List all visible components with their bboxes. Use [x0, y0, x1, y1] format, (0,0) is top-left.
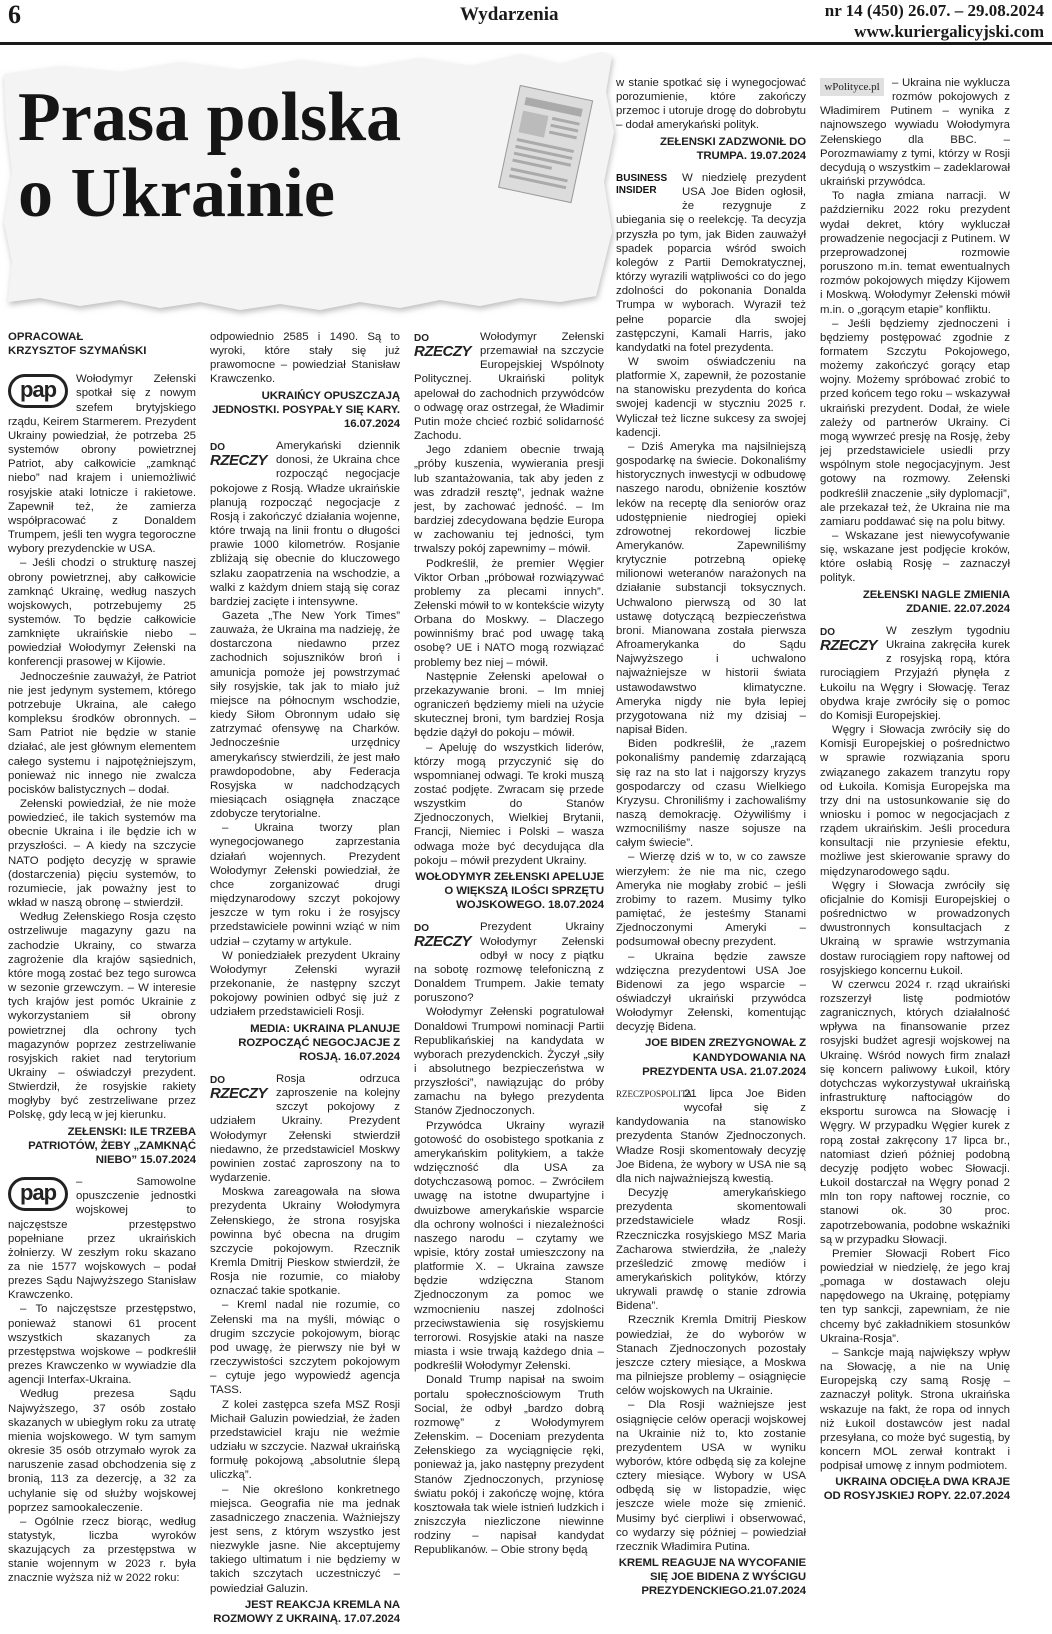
paragraph: – Wskazane jest niewycofywanie się, wskazane jest podjęcie kroków, które osłabią Rosję – zaznaczył polityk.	[820, 530, 1010, 585]
column-5	[820, 76, 1010, 1634]
paragraph: W czerwcu 2024 r. rząd ukraiński rozszerzył listę podmiotów zagranicznych, których działalność wpływa na finansowanie przez rosyjski budżet agresji wojskowej na Ukrainę. Wśród nowych firm znalazł się koncern paliwowy Łukoil, który dotychczas wykorzystywał ukraińską infrastrukturę naftociągów do eksportu surowca na Słowację i Węgry. W przypadku Węgier kurek z ropą został zakręcony 17 lipca br., natomiast dzień później podobną decyzję podjęto wobec Słowacji. Łukoil dostarczał na Węgry ponad 2 mln ton ropy naftowej rocznie, co stanowi ok. 30 proc. zapotrzebowania, podobne wskaźniki są w przypadku Słowacji.	[820, 978, 1010, 1246]
news-headline: JOE BIDEN ZREZYGNOWAŁ Z KANDYDOWANIA NA PREZYDENTA USA. 21.07.2024	[642, 1037, 806, 1078]
paragraph: Wołodymyr Zełenski spotkał się z nowym szefem brytyjskiego rządu, Keirem Starmerem. Prezydent Ukrainy powiedział, że potrzeba 25 systemów obrony powietrznej Patriot, aby całkowicie „zamknąć niebo” nad krajem i uniemożliwić rosyjskie ataki lotnicze i rakietowe. Zapewnił też, że zamierza współpracować z Donaldem Trumpem, jeśli ten wygra tegoroczne wybory prezydenckie w USA.	[8, 373, 196, 556]
section-title: Wydarzenia	[460, 4, 559, 25]
article-title	[18, 80, 401, 232]
paragraph: Rzecznik Kremla Dmitrij Pieskow powiedział, że do wyborów w Stanach Zjednoczonych pozostały jeszcze cztery miesiące, a Moskwa ma pilniejsze problemy – osiągnięcie celów wojskowych na Ukrainie.	[616, 1314, 806, 1398]
wpolityce-logo: wPolityce.pl	[820, 78, 884, 96]
paragraph: – Dziś Ameryka ma najsilniejszą gospodarkę na świecie. Dokonaliśmy historycznych inwestycji w odbudowę naszego narodu, obniżenie kosztów leków na receptę dla seniorów oraz udostępnienie niedrogiej opieki zdrowotnej rekordowej liczbie Amerykanów. Zapewniliśmy krytycznie potrzebną opiekę milionowi weteranów narażonych na działanie substancji toksycznych. Uchwalono pierwszą od 30 lat ustawę dotyczącą bezpieczeństwa broni. Mianowana została pierwsza Afroamerykanka do Sądu Najwyższego i uchwalono najważniejsze w historii świata ustawodawstwo klimatyczne. Ameryka nigdy nie była lepiej przygotowana niż my dzisiaj – napisał Biden.	[616, 440, 806, 737]
paragraph: Gazeta „The New York Times” zauważa, że Ukraina ma nadzieję, że dostarczona niedawno przez zachodnich sojuszników broń i amunicja pomoże jej powstrzymać siły rosyjskie, tak jak to miało już miejsce na północnym wschodzie, kiedy Siłom Obronnym udało się zatrzymać ofensywę na Charków. Jednocześnie urzędnicy amerykańscy stwierdzili, że jest mało prawdopodobne, aby Federacja Rosyjska w nadchodzących miesiącach osiągnęła znaczące zdobycze terytorialne.	[210, 609, 400, 821]
paragraph: Z kolei zastępca szefa MSZ Rosji Michaił Galuzin powiedział, że żaden przedstawiciel kraju nie weźmie udziału w szczycie. Nazwał ukraińską formułę pokojową „absolutnie ślepą uliczką”.	[210, 1398, 400, 1482]
news-headline: UKRAINA ODCIĘŁA DWA KRAJE OD ROSYJSKIEJ ROPY. 22.07.2024	[823, 1476, 1010, 1503]
news-headline: ZEŁENSKI NAGLE ZMIENIA ZDANIE. 22.07.2024	[862, 588, 1010, 615]
header-divider	[0, 42, 1052, 45]
paragraph: – To najczęstsze przestępstwo, ponieważ stanowi 61 procent wszystkich skazanych za przestępstwa wojskowe – podkreślił prezes Krawczenko w wywiadzie dla agencji Interfax-Ukraina.	[8, 1303, 196, 1387]
paragraph: Biden podkreślił, że „razem pokonaliśmy pandemię zdarzającą się raz na sto lat i najgorszy kryzys gospodarczy od czasu Wielkiego Kryzysu. Chroniliśmy i zachowaliśmy naszą demokrację. Ożywiliśmy i wzmocniliśmy nasze sojusze na całym świecie”.	[616, 738, 806, 850]
paragraph: Węgry i Słowacja zwróciły się do Komisji Europejskiej o pośrednictwo w sprawie rozwiązania sporu związanego zakazem tranzytu ropy od Łukoila. Komisja Europejska ma trzy dni na ustosunkowanie się do wniosku i pomoc w negocjacjach z rządem ukraińskim. Jeśli procedura konsultacji nie przyniesie efektu, możliwe jest skierowanie sprawy do międzynarodowego sądu.	[820, 724, 1010, 878]
paragraph: W swoim oświadczeniu na platformie X, zapewnił, że pozostanie na stanowisku prezydenta do końca swojej kadencji w styczniu 2025 r. Wyliczał też liczne sukcesy za swojej kadencji.	[616, 355, 806, 439]
pap-logo: pap	[8, 1177, 68, 1211]
news-headline: ZEŁENSKI: ILE TRZEBA PATRIOTÓW, ŻEBY „ZAMKNĄĆ NIEBO” 15.07.2024	[28, 1125, 196, 1166]
website-link[interactable]: www.kuriergalicyjski.com	[854, 22, 1044, 41]
do-rzeczy-logo: DO RZECZY	[414, 922, 472, 956]
paragraph: – Jeśli chodzi o strukturę naszej obrony powietrznej, aby całkowicie zamknąć Ukrainę, według naszych wojskowych, potrzebujemy 25 systemów. To będzie całkowicie zamknięte ukraińskie niebo – powiedział Wołodymyr Zełenski na konferencji prasowej w Kijowie.	[8, 557, 196, 669]
paragraph: Donald Trump napisał na swoim portalu społecznościowym Truth Social, że odbył „bardzo dobrą rozmowę” z Wołodymyrem Zełenskim. – Doceniam prezydenta Zełenskiego za wyciągnięcie ręki, ponieważ ja, jako następny prezydent Stanów Zjednoczonych, przyniosę światu pokój i zakończę wojnę, która kosztowała tak wiele istnień ludzkich i zniszczyła niezliczone niewinne rodziny – napisał kandydat Republikanów. – Obie strony będą	[414, 1374, 604, 1557]
title-line-1: Prasa polska	[18, 79, 402, 156]
paragraph: Zełenski powiedział, że nie może powiedzieć, ile takich systemów ma obecnie Ukraina i ile będzie ich w przyszłości. – A kiedy na szczycie NATO podjęto decyzję w sprawie (dostarczenia) pięciu systemów, to rozumiecie, jak poważny jest to wkład w naszą obronę – stwierdził.	[8, 798, 196, 910]
paragraph: Rosja odrzuca zaproszenie na kolejny szczyt pokojowy z udziałem Ukrainy. Prezydent Wołodymyr Zełenski stwierdził niedawno, że przedstawiciel Moskwy powinien zostać zaproszony na to wydarzenie.	[210, 1072, 400, 1185]
paragraph: – Ogólnie rzecz biorąc, według statystyk, liczba wyroków skazujących za przestępstwa w stanie wojennym w 2023 r. była znacznie wyższa niż w 2022 roku:	[8, 1515, 196, 1585]
do-rzeczy-logo: DO RZECZY	[414, 332, 472, 366]
paragraph: W niedzielę prezydent USA Joe Biden ogłosił, że rezygnuje z ubiegania się o reelekcję. Ta decyzja przyszła po tym, jak Biden zauważył spadek poparcia wśród swoich kolegów z Partii Demokratycznej, którzy wyrazili wątpliwości co do jego zdolności do pokonania Donalda Trumpa w wyborach. Wyraził też pełne poparcie dla swojej zastępczyni, Kamali Harris, jako kandydatki na fotel prezydenta.	[616, 171, 806, 354]
paragraph: Wołodymyr Zełenski pogratulował Donaldowi Trumpowi nominacji Partii Republikańskiej na kandydata w wyborach prezydenckich. Życzył „siły i absolutnego bezpieczeństwa w przyszłości”, nawiązując do próby zamachu na byłego prezydenta Stanów Zjednoczonych.	[414, 1006, 604, 1118]
news-headline: MEDIA: UKRAINA PLANUJE ROZPOCZĄĆ NEGOCJACJE Z ROSJĄ. 16.07.2024	[238, 1022, 400, 1063]
paragraph: – Ukraina tworzy plan wynegocjowanego zaprzestania działań wojennych. Prezydent Wołodymyr Zełenski powiedział, że chce zorganizować drugi międzynarodowy szczyt pokojowy jeszcze w tym roku i że rosyjscy przedstawiciele powinni wziąć w nim udział – czytamy w artykule.	[210, 822, 400, 948]
news-headline: ZEŁENSKI ZADZWONIŁ DO TRUMPA. 19.07.2024	[660, 135, 806, 162]
paragraph: w stanie spotkać się i wynegocjować porozumienie, które zakończy przemoc i utoruje drogę do dobrobytu – dodał amerykański polityk.	[616, 77, 806, 132]
paragraph: odpowiednio 2585 i 1490. Są to wyroki, które stały się już prawomocne – powiedział Stanisław Krawczenko.	[210, 331, 400, 386]
paragraph: Wołodymyr Zełenski przemawiał na szczycie Europejskiej Wspólnoty Politycznej. Ukraiński polityk apelował do zachodnich przywódców o odwagę oraz ostrzegał, że Władimir Putin może chcieć rozbić solidarność Zachodu.	[414, 331, 604, 443]
paragraph: – Jeśli będziemy zjednoczeni i będziemy postępować zgodnie z formatem Szczytu Pokojowego, możemy zakończyć gorący etap wojny. Możemy spróbować zrobić to przed końcem tego roku – wskazywał ukraiński prezydent. Dodał, że wiele zależy od partnerów Ukrainy. Ci mogą wywrzeć presję na Rosję, żeby jej przedstawiciele usiedli przy wspólnym stole negocjacyjnym. Jest gotowy na rozmowy. Zełenski podkreślił znaczenie „siły dyplomacji”, ale przekazał też, że Ukraina nie ma zamiaru poddawać się na polu bitwy.	[820, 317, 1010, 528]
do-rzeczy-logo: DO RZECZY	[210, 441, 268, 475]
paragraph: – Ukraina będzie zawsze wdzięczna prezydentowi USA Joe Bidenowi za jego wsparcie – oświadczył ukraiński przywódca Wołodymyr Zełenski, komentując decyzję Bidena.	[616, 950, 806, 1034]
paragraph: Amerykański dziennik donosi, że Ukraina chce rozpocząć negocjacje pokojowe z Rosją. Władze ukraińskie planują rozpocząć negocjacje z Rosją i zakończyć działania wojenne, które trwają na linii frontu o długości prawie 1000 kilometrów. Rosjanie zbliżają się obecnie do kluczowego szlaku zaopatrzenia na wschodzie, a walki z każdym dniem stają się coraz bardziej zacięte i intensywne.	[210, 440, 400, 608]
title-line-2: o Ukrainie	[18, 155, 335, 232]
paragraph: Według Zełenskiego Rosja często ostrzeliwuje magazyny gazu na zachodzie Ukrainy, co stwarza zagrożenie dla krajów sąsiednich, które mogą zostać bez tego surowca w sezonie grzewczym. – W interesie tych krajów jest pomóc Ukrainie z wykorzystaniem sił obrony powietrznej dla ochrony tych magazynów poprzez zestrzeliwanie rosyjskich rakiet nad terytorium Ukrainy – oświadczył prezydent. Stwierdził, że rosyjskie rakiety mogłyby być zestrzeliwane przez Polskę, gdy lecą w jej kierunku.	[8, 911, 196, 1122]
business-insider-logo: BUSINESS INSIDER	[616, 172, 668, 196]
paragraph: Według prezesa Sądu Najwyższego, 37 osób zostało skazanych w ubiegłym roku za utratę mienia wojskowego. W tym samym okresie 35 osób otrzymało wyrok za naruszenie zasad obchodzenia się z bronią, 113 za dezercję, a 32 za uchylanie się od służby wojskowej poprzez samookaleczenie.	[8, 1388, 196, 1514]
paragraph: Jednocześnie zauważył, że Patriot nie jest jedynym systemem, którego potrzebuje Ukraina, ale całego kompleksu środków obronnych. – Sam Patriot nie będzie w stanie działać, ale jest głównym elementem całego systemu i najpotężniejszym, ponieważ nic innego nie zwalcza pocisków balistycznych – dodał.	[8, 670, 196, 796]
paragraph: – Apeluję do wszystkich liderów, którzy mogą przyczynić się do wspomnianej odwagi. Te kroki muszą zostać podjęte. Zwracam się przede wszystkim do Stanów Zjednoczonych, Wielkiej Brytanii, Francji, Niemiec i Polski – wasza odwaga może być decydująca dla pokoju – mówił prezydent Ukrainy.	[414, 741, 604, 867]
newspaper-icon	[490, 82, 600, 212]
do-rzeczy-logo: DO RZECZY	[820, 626, 878, 660]
paragraph: Premier Słowacji Robert Fico powiedział w niedzielę, że jego kraj „pomaga w dostawach oleju napędowego na Ukrainę, potępiamy ten typ sankcji, zapewniam, że nie chcemy być zakładnikiem stosunków Ukraina-Rosja”.	[820, 1247, 1010, 1345]
paragraph: – Sankcje mają największy wpływ na Słowację, a nie na Unię Europejską czy samą Rosję – zaznaczył polityk. Strona ukraińska wskazuje na fakt, że ropa od innych niż Łukoil dostawców jest nadal przesyłana, co może być sugestią, by koncern MOL zerwał kontrakt i podpisał umowę z innym podmiotem.	[820, 1346, 1010, 1473]
pap-logo: pap	[8, 374, 68, 408]
news-headline: JEST REAKCJA KREMLA NA ROZMOWY Z UKRAINĄ. 17.07.2024	[213, 1598, 400, 1625]
paragraph: – Kreml nadal nie rozumie, co Zełenski ma na myśli, mówiąc o drugim szczycie pokojowym, biorąc pod uwagę, że pierwszy nie był w rzeczywistości szczytem pokojowym – cytuje jego wypowiedź agencja TASS.	[210, 1299, 400, 1397]
byline: OPRACOWAŁ KRZYSZTOF SZYMAŃSKI	[8, 331, 147, 358]
rzeczpospolita-logo: RZECZPOSPOLITA	[616, 1088, 693, 1099]
paragraph: Decyzję amerykańskiego prezydenta skomentowali przedstawiciele władz Rosji. Rzeczniczka rosyjskiego MSZ Maria Zacharowa stwierdziła, że „należy prześledzić zmowę mediów i amerykańskich polityków, którzy ukrywali prawdę o stanie zdrowia Bidena”.	[616, 1187, 806, 1313]
paragraph: – Samowolne opuszczenie jednostki wojskowej to najczęstsze przestępstwo popełniane przez ukraińskich żołnierzy. W zeszłym roku skazano za nie 1577 wojskowych – podał prezes Sądu Najwyższego Stanisław Krawczenko.	[8, 1176, 196, 1302]
column-2	[210, 330, 400, 1634]
issue-number: nr 14 (450) 26.07. – 29.08.2024	[824, 1, 1044, 20]
paragraph: Podkreślił, że premier Węgier Viktor Orban „próbował rozwiązywać problemy za plecami innych”. Zełenski mówił to w kontekście wizyty Orbana do Moskwy. – Dlaczego powinniśmy brać pod uwagę taką osobę? UE i NATO mogą rozwiązać problemy bez niej – mówił.	[414, 557, 604, 669]
column-1	[8, 330, 196, 1634]
paragraph: W zeszłym tygodniu Ukraina zakręciła kurek z rosyjską ropą, która rurociągiem Przyjaźń płynęła z Łukoilu na Węgry i Słowację. Teraz obydwa kraje zwróciły się o pomoc do Komisji Europejskiej.	[820, 624, 1010, 722]
news-headline: UKRAIŃCY OPUSZCZAJĄ JEDNOSTKI. POSYPAŁY SIĘ KARY. 16.07.2024	[211, 389, 400, 430]
paragraph: Prezydent Ukrainy Wołodymyr Zełenski odbył w nocy z piątku na sobotę rozmowę telefoniczną z Donaldem Trumpem. Jakie tematy poruszono?	[414, 921, 604, 1005]
paragraph: – Wierzę dziś w to, w co zawsze wierzyłem: że nie ma nic, czego Ameryka nie mogłaby zrobić – jeśli zrobimy to razem. Musimy tylko pamiętać, że jesteśmy Stanami Zjednoczonymi Ameryki – podsumował obecny prezydent.	[616, 851, 806, 949]
paragraph: Moskwa zareagowała na słowa prezydenta Ukrainy Wołodymyra Zełenskiego, że strona rosyjska powinna być obecna na drugim szczycie pokojowym. Rzecznik Kremla Dmitrij Pieskow stwierdził, że Rosja nie rozumie, co miałoby oznaczać takie spotkanie.	[210, 1186, 400, 1298]
column-4	[616, 76, 806, 1634]
paragraph: To nagła zmiana narracji. W październiku 2022 roku prezydent wydał dekret, który wykluczał prowadzenie negocjacji z Putinem. W przeprowadzonej rozmowie poruszono m.in. temat ewentualnych rozmów pokojowych między Kijowem i Moskwą. Wołodymyr Zełenski mówił m.in. o „gorącym etapie” konfliktu.	[820, 190, 1010, 316]
paragraph: Przywódca Ukrainy wyraził gotowość do osobistego spotkania z amerykańskim politykiem, a także wdzięczność dla USA za dotychczasową pomoc. – Zwróciłem uwagę na istotne dwupartyjne i dwuizbowe amerykańskie wsparcie dla ochrony wolności i niezależności naszego narodu – czytamy we wpisie, który został umieszczony na platformie X. – Ukraina zawsze będzie wdzięczna Stanom Zjednoczonym za pomoc we wzmocnieniu naszej zdolności przeciwstawienia się rosyjskiemu terrorowi. Rosyjskie ataki na nasze miasta i wsie trwają każdego dnia – podkreślił Wołodymyr Zełenski.	[414, 1119, 604, 1373]
paragraph: – Dla Rosji ważniejsze jest osiągnięcie celów operacji wojskowej na Ukrainie niż to, kto zostanie prezydentem USA w wyniku wyborów, które odbędą się za kolejne cztery miesiące. Wybory w USA odbędą się w listopadzie, więc jeszcze wiele może się zmienić. Musimy być cierpliwi i obserwować, co wydarzy się później – powiedział rzecznik Władimira Putina.	[616, 1399, 806, 1553]
news-headline: KREML REAGUJE NA WYCOFANIE SIĘ JOE BIDENA Z WYŚCIGU PREZYDENCKIEGO.21.07.2024	[618, 1557, 806, 1598]
column-3	[414, 330, 604, 1634]
paragraph: – Nie określono konkretnego miejsca. Geografia nie ma jednak zasadniczego znaczenia. Ważniejszy jest sens, z którym wszystko jest niezwykle jasne. Nie akceptujemy takiego ultimatum i nie będziemy w takich szczytach uczestniczyć – powiedział Galuzin.	[210, 1483, 400, 1595]
paragraph: Węgry i Słowacja zwróciły się oficjalnie do Komisji Europejskiej o pośrednictwo w prowadzonych dwustronnych konsultacjach z Ukrainą w sprawie wstrzymania dostaw rurociągiem ropy naftowej od rosyjskiego koncernu Łukoil.	[820, 879, 1010, 977]
news-headline: WOŁODYMYR ZEŁENSKI APELUJE O WIĘKSZĄ ILOŚCI SPRZĘTU WOJSKOWEGO. 18.07.2024	[415, 870, 604, 912]
paragraph: – Ukraina nie wyklucza rozmów pokojowych z Władimirem Putinem – wynika z najnowszego wywiadu Wołodymyra Zełenskiego dla BBC. – Porozmawiamy z tymi, którzy w Rosji decydują o wszystkim – zadeklarował ukraiński przywódca.	[820, 77, 1010, 189]
paragraph: Następnie Zełenski apelował o przekazywanie broni. – Im mniej ograniczeń będziemy mieli na użycie skutecznej broni, tym bardziej Rosja będzie dążył do pokoju – mówił.	[414, 670, 604, 740]
paragraph: 21 lipca Joe Biden wycofał się z kandydowania na stanowisko prezydenta Stanów Zjednoczonych. Władze Rosji skomentowały decyzję Joe Bidena, że wybory w USA nie są dla nich najważniejszą kwestią.	[616, 1087, 806, 1185]
paragraph: Jego zdaniem obecnie trwają „próby kuszenia, wywierania presji lub szantażowania, tak aby jeden z was zdradził resztę”, jednak ważne jest, by zachować jedność. – Im bardziej zdecydowana będzie Europa w zachowaniu tej jedności, tym trwalszy pokój zapewnimy – mówił.	[414, 444, 604, 556]
issue-info	[825, 0, 1044, 42]
paragraph: W poniedziałek prezydent Ukrainy Wołodymyr Zełenski wyraził przekonanie, że następny szczyt pokojowy powinien odbyć się już z udziałem przedstawicieli Rosji.	[210, 949, 400, 1019]
do-rzeczy-logo: DO RZECZY	[210, 1074, 268, 1108]
page-number: 6	[8, 0, 21, 29]
